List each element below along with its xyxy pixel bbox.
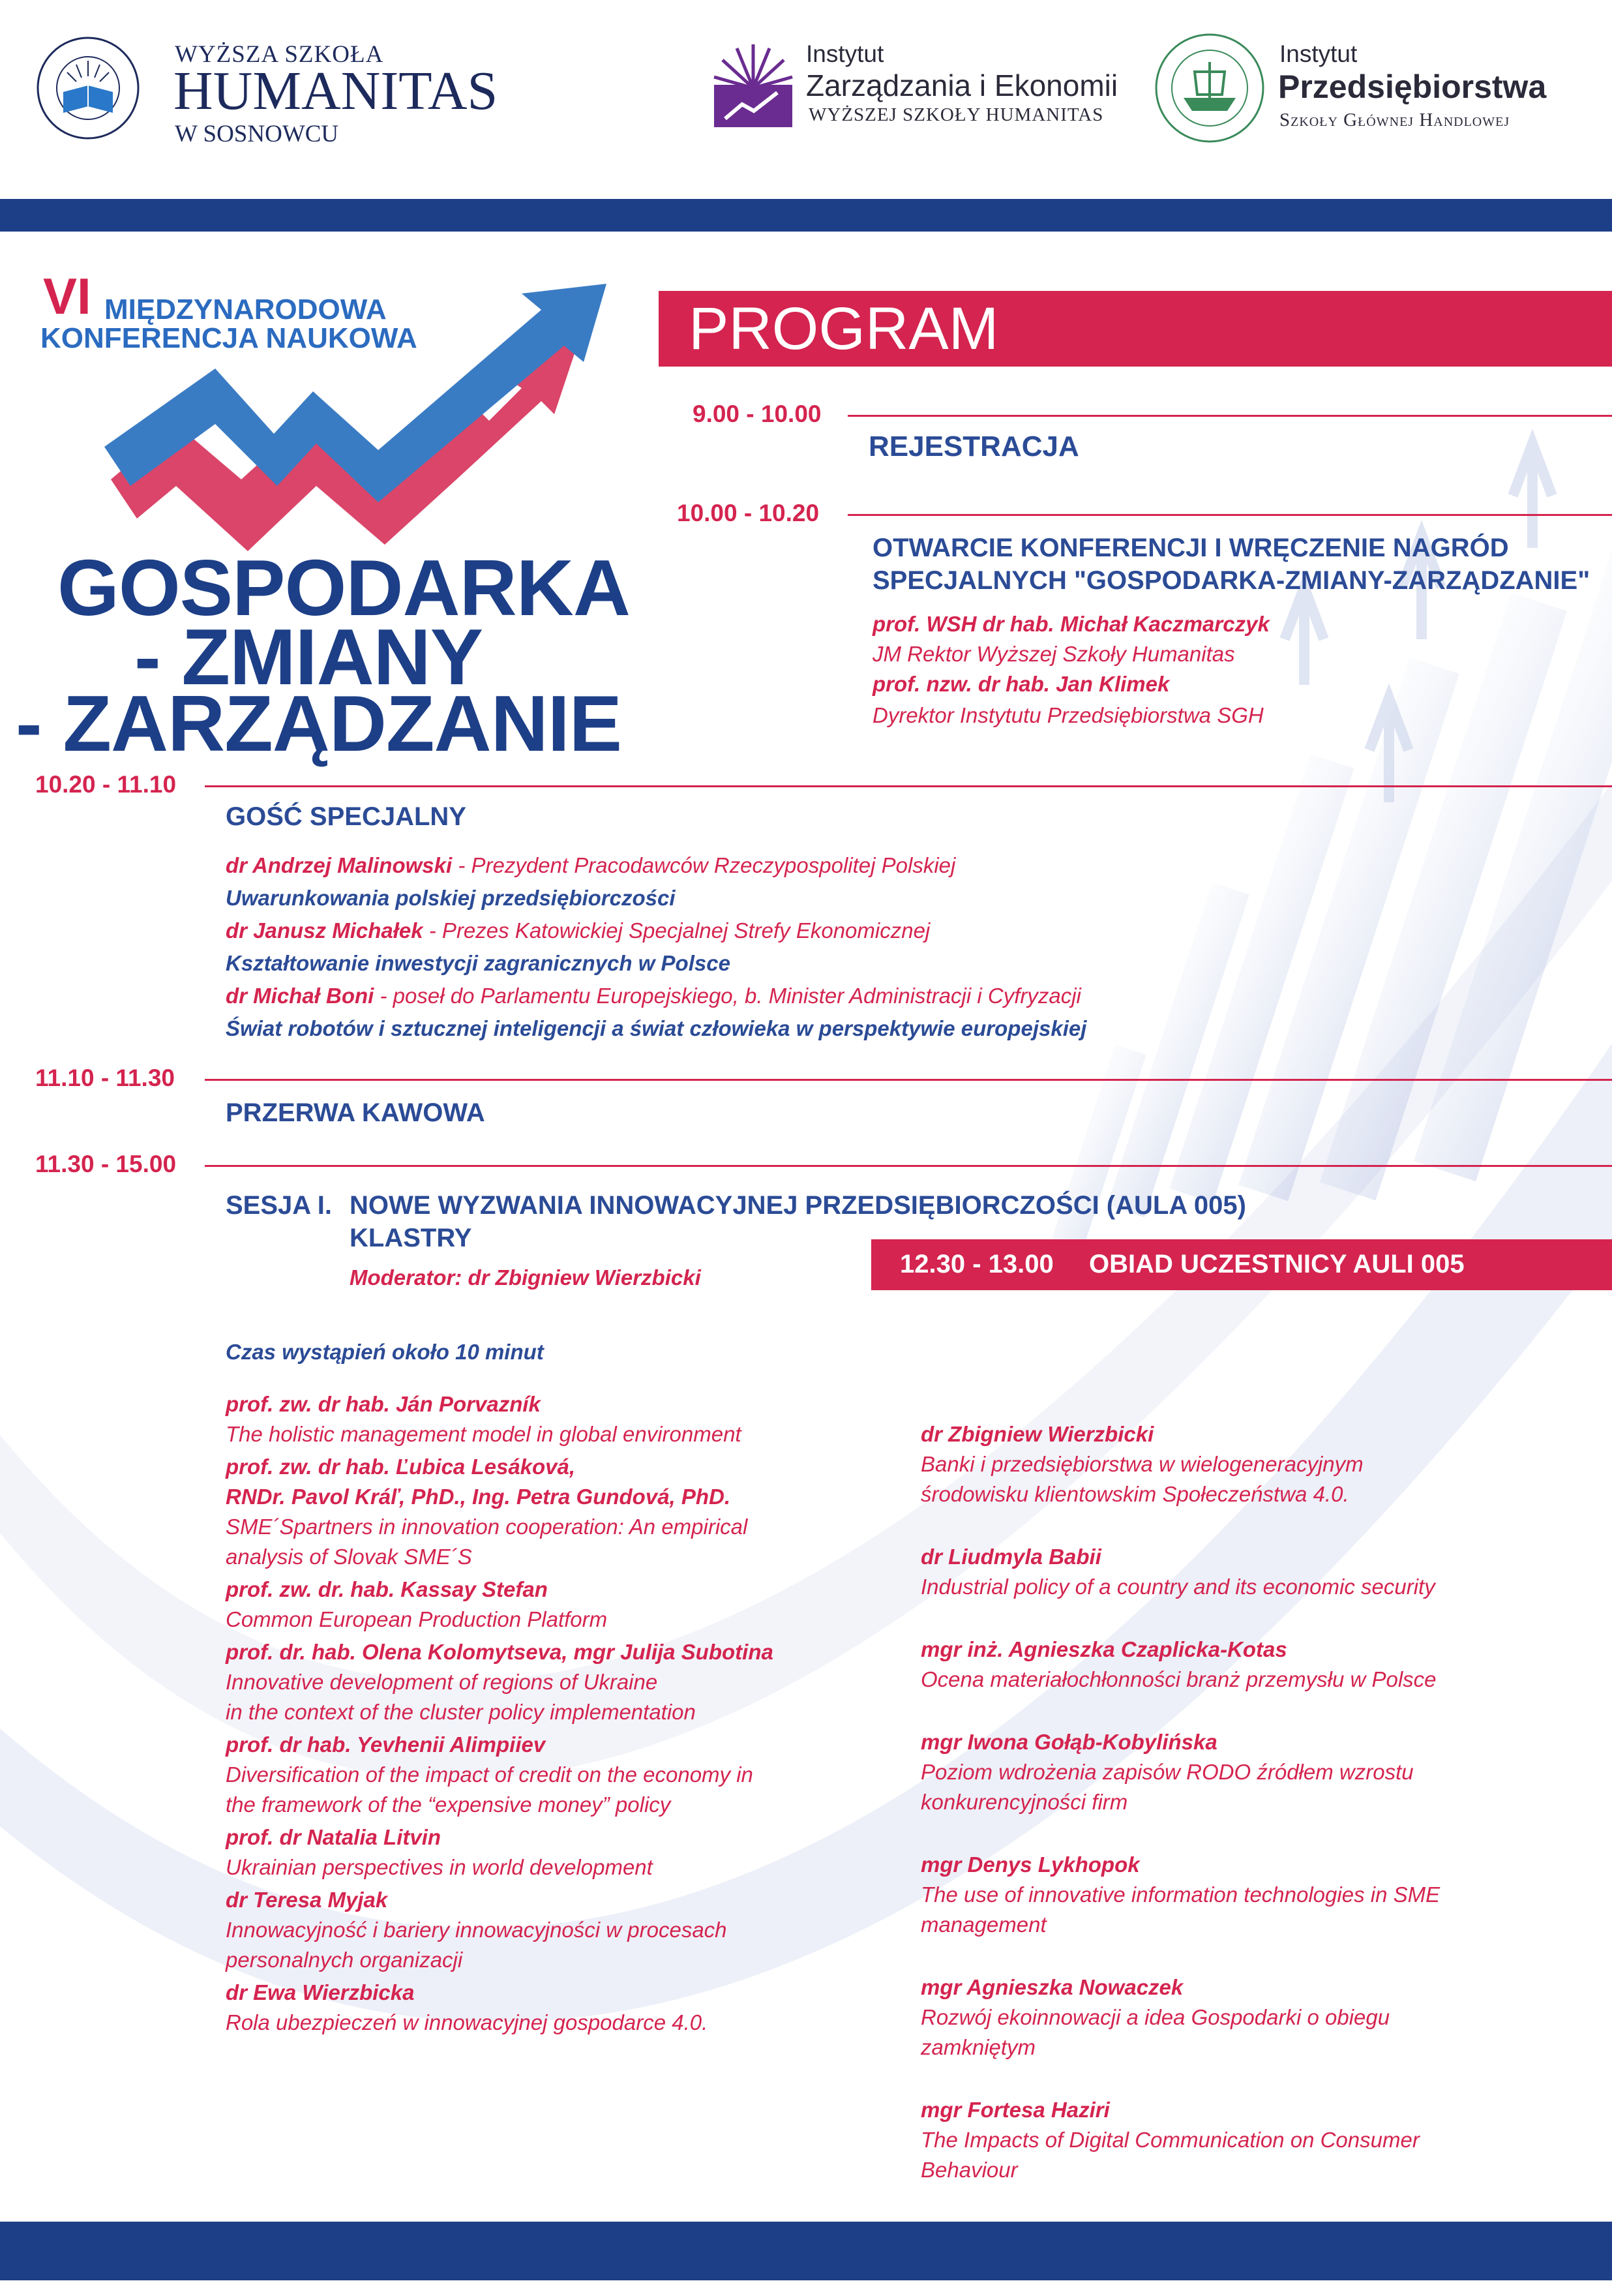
slot4-time: 11.10 - 11.30 — [35, 1065, 175, 1091]
session-subtitle: KLASTRY — [350, 1224, 472, 1252]
slot1-rule — [848, 415, 1612, 417]
list-item: mgr Denys Lykhopok The use of innovative information technologies in SME management — [921, 1852, 1440, 1937]
conference-title-line2: - ZMIANY — [134, 612, 483, 701]
humanitas-logo-small: WYŻSZA SZKOŁA — [175, 41, 384, 68]
list-item: dr Teresa Myjak Innowacyjność i bariery innowacyjności w procesach personalnych organizacji — [226, 1888, 727, 1972]
slot1-time: 9.00 - 10.00 — [693, 400, 822, 427]
list-item: mgr Iwona Gołąb-Kobylińska Poziom wdrożenia zapisów RODO źródłem wzrostu konkurencyjności firm — [921, 1730, 1414, 1814]
bottom-band — [0, 2222, 1612, 2280]
top-band — [0, 199, 1612, 232]
conference-title-line3: - ZARZĄDZANIE — [16, 679, 621, 768]
list-item: prof. zw. dr. hab. Kassay Stefan Common European Production Platform — [226, 1577, 608, 1631]
humanitas-logo-sub: W SOSNOWCU — [175, 121, 339, 147]
izie-logo-line3: WYŻSZEJ SZKOŁY HUMANITAS — [809, 104, 1104, 125]
guest1-topic: Uwarunkowania polskiej przedsiębiorczości — [226, 886, 676, 910]
guest3-topic: Świat robotów i sztucznej inteligencji a świat człowieka w perspektywie europejskiej — [226, 1016, 1087, 1040]
sgh-logo-line2: Przedsiębiorstwa — [1278, 68, 1547, 105]
program-banner-title: PROGRAM — [689, 295, 999, 362]
sgh-logo — [1154, 33, 1265, 144]
list-item: mgr Agnieszka Nowaczek Rozwój ekoinnowacji a idea Gospodarki o obiegu zamkniętym — [921, 1975, 1390, 2059]
conference-type-line1: MIĘDZYNARODOWA — [104, 294, 387, 325]
guest3-role: - poseł do Parlamentu Europejskiego, b. Minister Administracji i Cyfryzacji — [374, 984, 1081, 1008]
session-label: SESJA I. — [226, 1191, 333, 1220]
edition-number: VI — [43, 267, 91, 325]
izie-logo — [711, 39, 796, 130]
slot2-person1-name: prof. WSH dr hab. Michał Kaczmarczyk — [873, 612, 1270, 636]
conference-title-line1: GOSPODARKA — [57, 543, 630, 632]
slot3-time: 10.20 - 11.10 — [35, 771, 177, 798]
guest1-name: dr Andrzej Malinowski — [226, 853, 453, 877]
slot5-time: 11.30 - 15.00 — [35, 1151, 177, 1177]
list-item: prof. zw. dr hab. Ľubica Lesáková, RNDr. Pavol Kráľ, PhD., Ing. Petra Gundová, PhD. SME´Spartners in innovation cooperation: An empirical analysis of Slovak SME´S — [226, 1455, 748, 1569]
lunch-title: OBIAD UCZESTNICY AULI 005 — [1089, 1250, 1465, 1278]
slot2-person2-name: prof. nzw. dr hab. Jan Klimek — [873, 672, 1170, 696]
list-item: dr Ewa Wierzbicka Rola ubezpieczeń w innowacyjnej gospodarce 4.0. — [226, 1980, 708, 2034]
conference-type-line2: KONFERENCJA NAUKOWA — [40, 322, 417, 354]
slot3-title: GOŚĆ SPECJALNY — [226, 802, 466, 831]
guest2-name: dr Janusz Michałek — [226, 918, 423, 943]
slot4-title: PRZERWA KAWOWA — [226, 1098, 485, 1127]
slot3-rule — [205, 785, 1612, 787]
lunch-time: 12.30 - 13.00 — [900, 1250, 1054, 1278]
slot1-title: REJESTRACJA — [869, 430, 1079, 462]
session-title: NOWE WYZWANIA INNOWACYJNEJ PRZEDSIĘBIORCZOŚCI (AULA 005) — [350, 1191, 1246, 1220]
sunburst-chart-icon — [711, 39, 796, 130]
slot2-title-line2: SPECJALNYCH "GOSPODARKA-ZMIANY-ZARZĄDZANIE" — [873, 566, 1590, 595]
ship-emblem-icon — [1154, 33, 1265, 144]
list-item: prof. dr. hab. Olena Kolomytseva, mgr Julija Subotina Innovative development of regions of Ukraine in the context of the cluster policy implementation — [226, 1640, 773, 1724]
list-item: dr Liudmyla Babii Industrial policy of a country and its economic security — [921, 1545, 1435, 1599]
izie-logo-line2: Zarządzania i Ekonomii — [806, 68, 1118, 102]
slot2-time: 10.00 - 10.20 — [677, 500, 820, 526]
slot2-person2-role: Dyrektor Instytutu Przedsiębiorstwa SGH — [873, 703, 1264, 727]
humanitas-logo — [36, 36, 140, 140]
session-moderator: Moderator: dr Zbigniew Wierzbicki — [350, 1265, 701, 1290]
slot5-rule — [205, 1165, 1612, 1167]
guest3 — [226, 984, 1081, 1008]
guest1-role: - Prezydent Pracodawców Rzeczypospolitej Polskiej — [452, 853, 956, 877]
list-item: prof. dr Natalia Litvin Ukrainian perspectives in world development — [226, 1825, 653, 1879]
guest2 — [226, 918, 930, 943]
izie-logo-line1: Instytut — [806, 40, 884, 67]
list-item: mgr Fortesa Haziri The Impacts of Digital Communication on Consumer Behaviour — [921, 2098, 1420, 2182]
slot4-rule — [205, 1079, 1612, 1081]
sgh-logo-line3: Szkoły Głównej Handlowej — [1279, 110, 1510, 130]
guest2-topic: Kształtowanie inwestycji zagranicznych w Polsce — [226, 951, 730, 975]
talk-list-right — [921, 1389, 1599, 2296]
list-item: prof. dr hab. Yevhenii Alimpiiev Diversification of the impact of credit on the economy in the framework of the “expensive money” policy — [226, 1732, 753, 1817]
humanitas-logo-name: HUMANITAS — [173, 61, 498, 121]
guest1 — [226, 853, 955, 878]
guest2-role: - Prezes Katowickiej Specjalnej Strefy Ekonomicznej — [423, 918, 931, 943]
humanitas-emblem-icon — [36, 36, 140, 140]
guest3-name: dr Michał Boni — [226, 984, 374, 1008]
list-item: dr Zbigniew Wierzbicki Banki i przedsiębiorstwa w wielogeneracyjnym środowisku klientowskim Społeczeństwa 4.0. — [921, 1422, 1364, 1506]
slot2-person1-role: JM Rektor Wyższej Szkoły Humanitas — [873, 642, 1235, 666]
list-item: prof. zw. dr hab. Ján Porvazník The holistic management model in global environment — [226, 1392, 741, 1446]
talk-list-left — [226, 1389, 852, 2040]
list-item: mgr inż. Agnieszka Czaplicka-Kotas Ocena materiałochłonności branż przemysłu w Polsce — [921, 1637, 1437, 1691]
talk-duration-note: Czas wystąpień około 10 minut — [226, 1340, 544, 1364]
slot2-title-line1: OTWARCIE KONFERENCJI I WRĘCZENIE NAGRÓD — [873, 534, 1509, 562]
sgh-logo-line1: Instytut — [1279, 40, 1358, 67]
slot2-rule — [848, 514, 1612, 516]
